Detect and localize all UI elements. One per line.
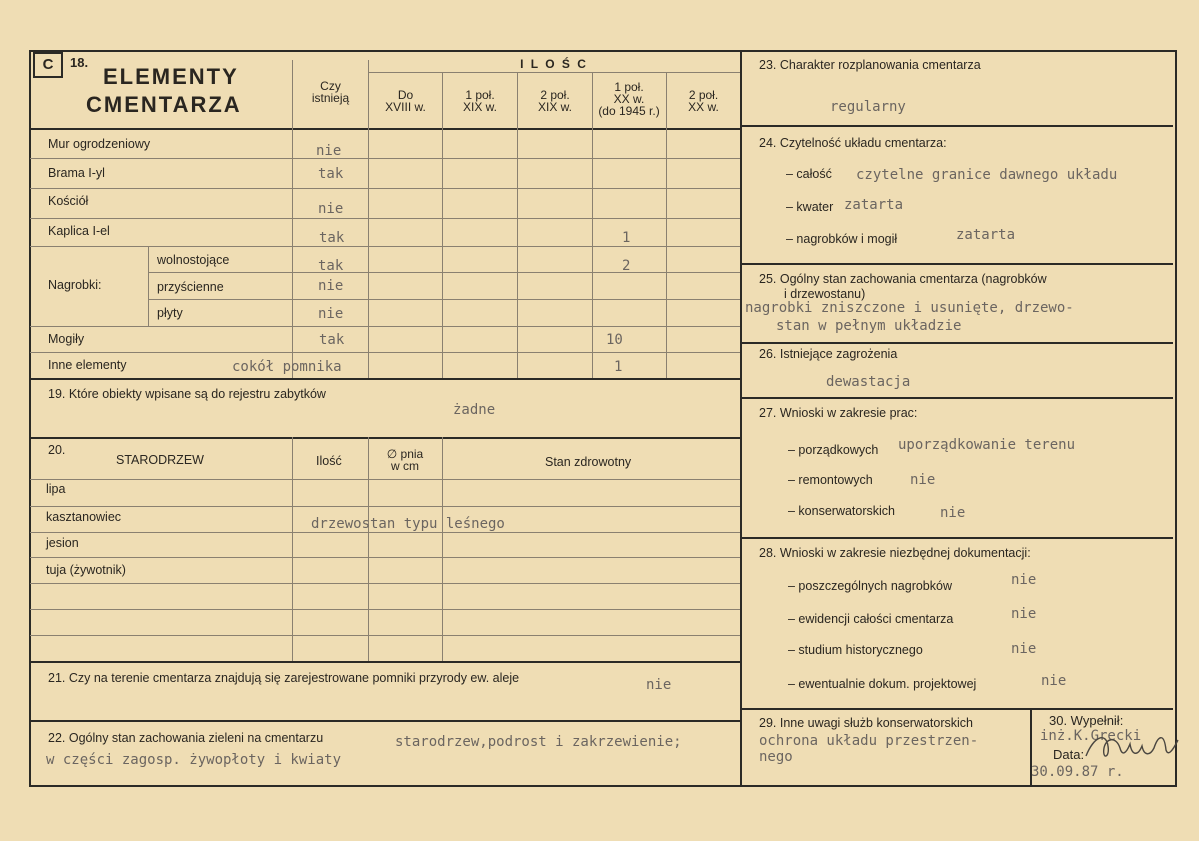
row-label-inne: Inne elementy (48, 358, 127, 372)
grid-line (30, 532, 740, 533)
row-exists-przyscienne: nie (318, 278, 344, 294)
s18-title-line1: ELEMENTY (103, 64, 239, 89)
row-exists-mogily: tak (319, 332, 345, 348)
s30-label: 30. Wypełnił: (1049, 713, 1124, 728)
row-label-przyscienne: przyścienne (157, 280, 224, 294)
section-letter-box (33, 52, 63, 78)
s29-answer-line1: ochrona układu przestrzen- (759, 733, 979, 749)
col-header-4: 1 poł. XX w. (do 1945 r.) (598, 80, 660, 118)
grid-line (30, 506, 740, 507)
row-q4-kaplica: 1 (622, 230, 631, 246)
tree-lipa: lipa (46, 482, 66, 496)
s28-item-nagrobkow: – poszczególnych nagrobków (788, 579, 952, 593)
s24-answer-kwater: zatarta (844, 197, 904, 213)
tree-jesion: jesion (46, 536, 79, 550)
row-label-kaplica: Kaplica I-el (48, 224, 110, 238)
s24-bottom-line (740, 263, 1173, 265)
s27-answer-porzadkowych: uporządkowanie terenu (898, 437, 1076, 453)
grid-line (292, 437, 293, 661)
row-label-mogily: Mogiły (48, 332, 85, 346)
s26-bottom-line (740, 397, 1173, 399)
row-q4-wolnostojace: 2 (622, 258, 631, 274)
row-exists-plyty: nie (318, 306, 344, 322)
s21-answer: nie (646, 677, 672, 693)
s24-label: 24. Czytelność układu cmentarza: (759, 136, 947, 150)
s30-date-label: Data: (1053, 747, 1085, 762)
s20-title: STARODRZEW (116, 453, 204, 467)
col-header-2: 1 poł. XIX w. (462, 88, 497, 114)
grid-line (30, 609, 740, 610)
s28-answer-nagrobkow: nie (1011, 572, 1037, 588)
grid-line (30, 557, 740, 558)
ilosc-header: I L O Ś C (520, 57, 588, 71)
s27-item-remontowych: – remontowych (788, 473, 873, 487)
row-q4-mogily: 10 (606, 332, 623, 348)
grid-line (148, 246, 149, 326)
s19-bottom-line (30, 437, 740, 439)
col-header-1: Do XVIII w. (385, 88, 426, 114)
grid-line (30, 188, 740, 189)
s25-bottom-line (740, 342, 1173, 344)
s25-label-line1: 25. Ogólny stan zachowania cmentarza (nagrobków (759, 272, 1047, 286)
s28-answer-ewidencji: nie (1011, 606, 1037, 622)
s18-number: 18. (70, 55, 89, 70)
s24-item-nagrobkow: – nagrobków i mogił (786, 232, 898, 246)
s20-number: 20. (48, 443, 66, 457)
s29-label: 29. Inne uwagi służb konserwatorskich (759, 716, 974, 730)
s26-label: 26. Istniejące zagrożenia (759, 347, 898, 361)
grid-line (592, 73, 593, 378)
s24-item-kwater: – kwater (786, 200, 834, 214)
col-header-3: 2 poł. XIX w. (537, 88, 572, 114)
s27-label: 27. Wnioski w zakresie prac: (759, 406, 918, 420)
s26-answer: dewastacja (826, 374, 911, 390)
s29-answer-line2: nego (759, 749, 793, 765)
row-exists-wolnostojace: tak (318, 258, 344, 274)
row-exists-kaplica: tak (319, 230, 345, 246)
s18-bottom-line (30, 378, 740, 380)
s27-answer-remontowych: nie (910, 472, 936, 488)
grid-line (666, 73, 667, 378)
signature (1080, 726, 1184, 766)
grid-line (30, 583, 740, 584)
grid-line (30, 326, 740, 327)
grid-line (30, 352, 740, 353)
s24-answer-nagrobkow: zatarta (956, 227, 1016, 243)
s20-col-qty: Ilość (316, 454, 342, 468)
s23-bottom-line (740, 125, 1173, 127)
s22-answer-line1: starodrzew,podrost i zakrzewienie; (395, 734, 682, 750)
s19-answer: żadne (453, 402, 496, 418)
s24-answer-calosc: czytelne granice dawnego układu (856, 167, 1118, 183)
row-exists-kosciol: nie (318, 201, 344, 217)
s28-bottom-line (740, 708, 1173, 710)
s19-label: 19. Które obiekty wpisane są do rejestru zabytków (48, 387, 326, 401)
grid-line (442, 437, 443, 661)
grid-line (517, 73, 518, 378)
s23-answer: regularny (830, 99, 906, 115)
s18-header-line (30, 128, 740, 130)
s25-label-line2: i drzewostanu) (784, 287, 866, 301)
s28-item-studium: – studium historycznego (788, 643, 923, 657)
col-header-5: 2 poł. XX w. (688, 88, 719, 114)
grid-line (30, 635, 740, 636)
row-exists-brama: tak (318, 166, 344, 182)
s20-note: drzewostan typu leśnego (311, 516, 505, 532)
grid-line (148, 272, 740, 273)
s27-bottom-line (740, 537, 1173, 539)
grid-line (30, 218, 740, 219)
row-value-inne: cokół pomnika (232, 359, 342, 375)
s27-answer-konserwatorskich: nie (940, 505, 966, 521)
grid-line (30, 246, 740, 247)
grid-line (30, 479, 740, 480)
tree-tuja: tuja (żywotnik) (46, 563, 126, 577)
grid-line (30, 158, 740, 159)
s22-answer-line2: w części zagosp. żywopłoty i kwiaty (46, 752, 342, 768)
s30-date: 30.09.87 r. (1031, 764, 1124, 780)
row-label-kosciol: Kościół (48, 194, 89, 208)
s27-item-porzadkowych: – porządkowych (788, 443, 879, 457)
row-q4-inne: 1 (614, 359, 623, 375)
col-exists-header: Czy istnieją (311, 79, 350, 105)
row-label-plyty: płyty (157, 306, 183, 320)
row-label-mur: Mur ogrodzeniowy (48, 137, 151, 151)
grid-line (292, 60, 293, 378)
row-label-brama: Brama I-yl (48, 166, 105, 180)
s27-item-konserwatorskich: – konserwatorskich (788, 504, 895, 518)
s28-item-ewidencji: – ewidencji całości cmentarza (788, 612, 954, 626)
s21-label: 21. Czy na terenie cmentarza znajdują się zarejestrowane pomniki przyrody ew. aleje (48, 671, 520, 685)
s30-filled-by: inż.K.Grecki (1040, 728, 1142, 744)
s23-label: 23. Charakter rozplanowania cmentarza (759, 58, 981, 72)
nagrobki-label: Nagrobki: (48, 278, 102, 292)
s24-item-calosc: – całość (786, 167, 832, 181)
s20-col-diam: ∅ pnia w cm (386, 447, 424, 473)
s20-col-health: Stan zdrowotny (545, 455, 632, 469)
s25-answer-line1: nagrobki zniszczone i usunięte, drzewo- (745, 300, 1074, 316)
row-label-wolnostojace: wolnostojące (157, 253, 230, 267)
grid-line (368, 72, 740, 73)
row-exists-mur: nie (316, 143, 342, 159)
grid-line (442, 73, 443, 378)
s25-answer-line2: stan w pełnym układzie (776, 318, 962, 334)
s28-item-projektowej: – ewentualnie dokum. projektowej (788, 677, 977, 691)
s21-bottom-line (30, 720, 740, 722)
s28-answer-studium: nie (1011, 641, 1037, 657)
s28-label: 28. Wnioski w zakresie niezbędnej dokumentacji: (759, 546, 1031, 560)
column-divider (740, 50, 742, 785)
grid-line (148, 299, 740, 300)
s18-title-line2: CMENTARZA (86, 92, 242, 117)
section-letter: C (42, 56, 54, 73)
tree-kasztanowiec: kasztanowiec (46, 510, 122, 524)
s22-label: 22. Ogólny stan zachowania zieleni na cmentarzu (48, 731, 324, 745)
s20-bottom-line (30, 661, 740, 663)
s28-answer-projektowej: nie (1041, 673, 1067, 689)
